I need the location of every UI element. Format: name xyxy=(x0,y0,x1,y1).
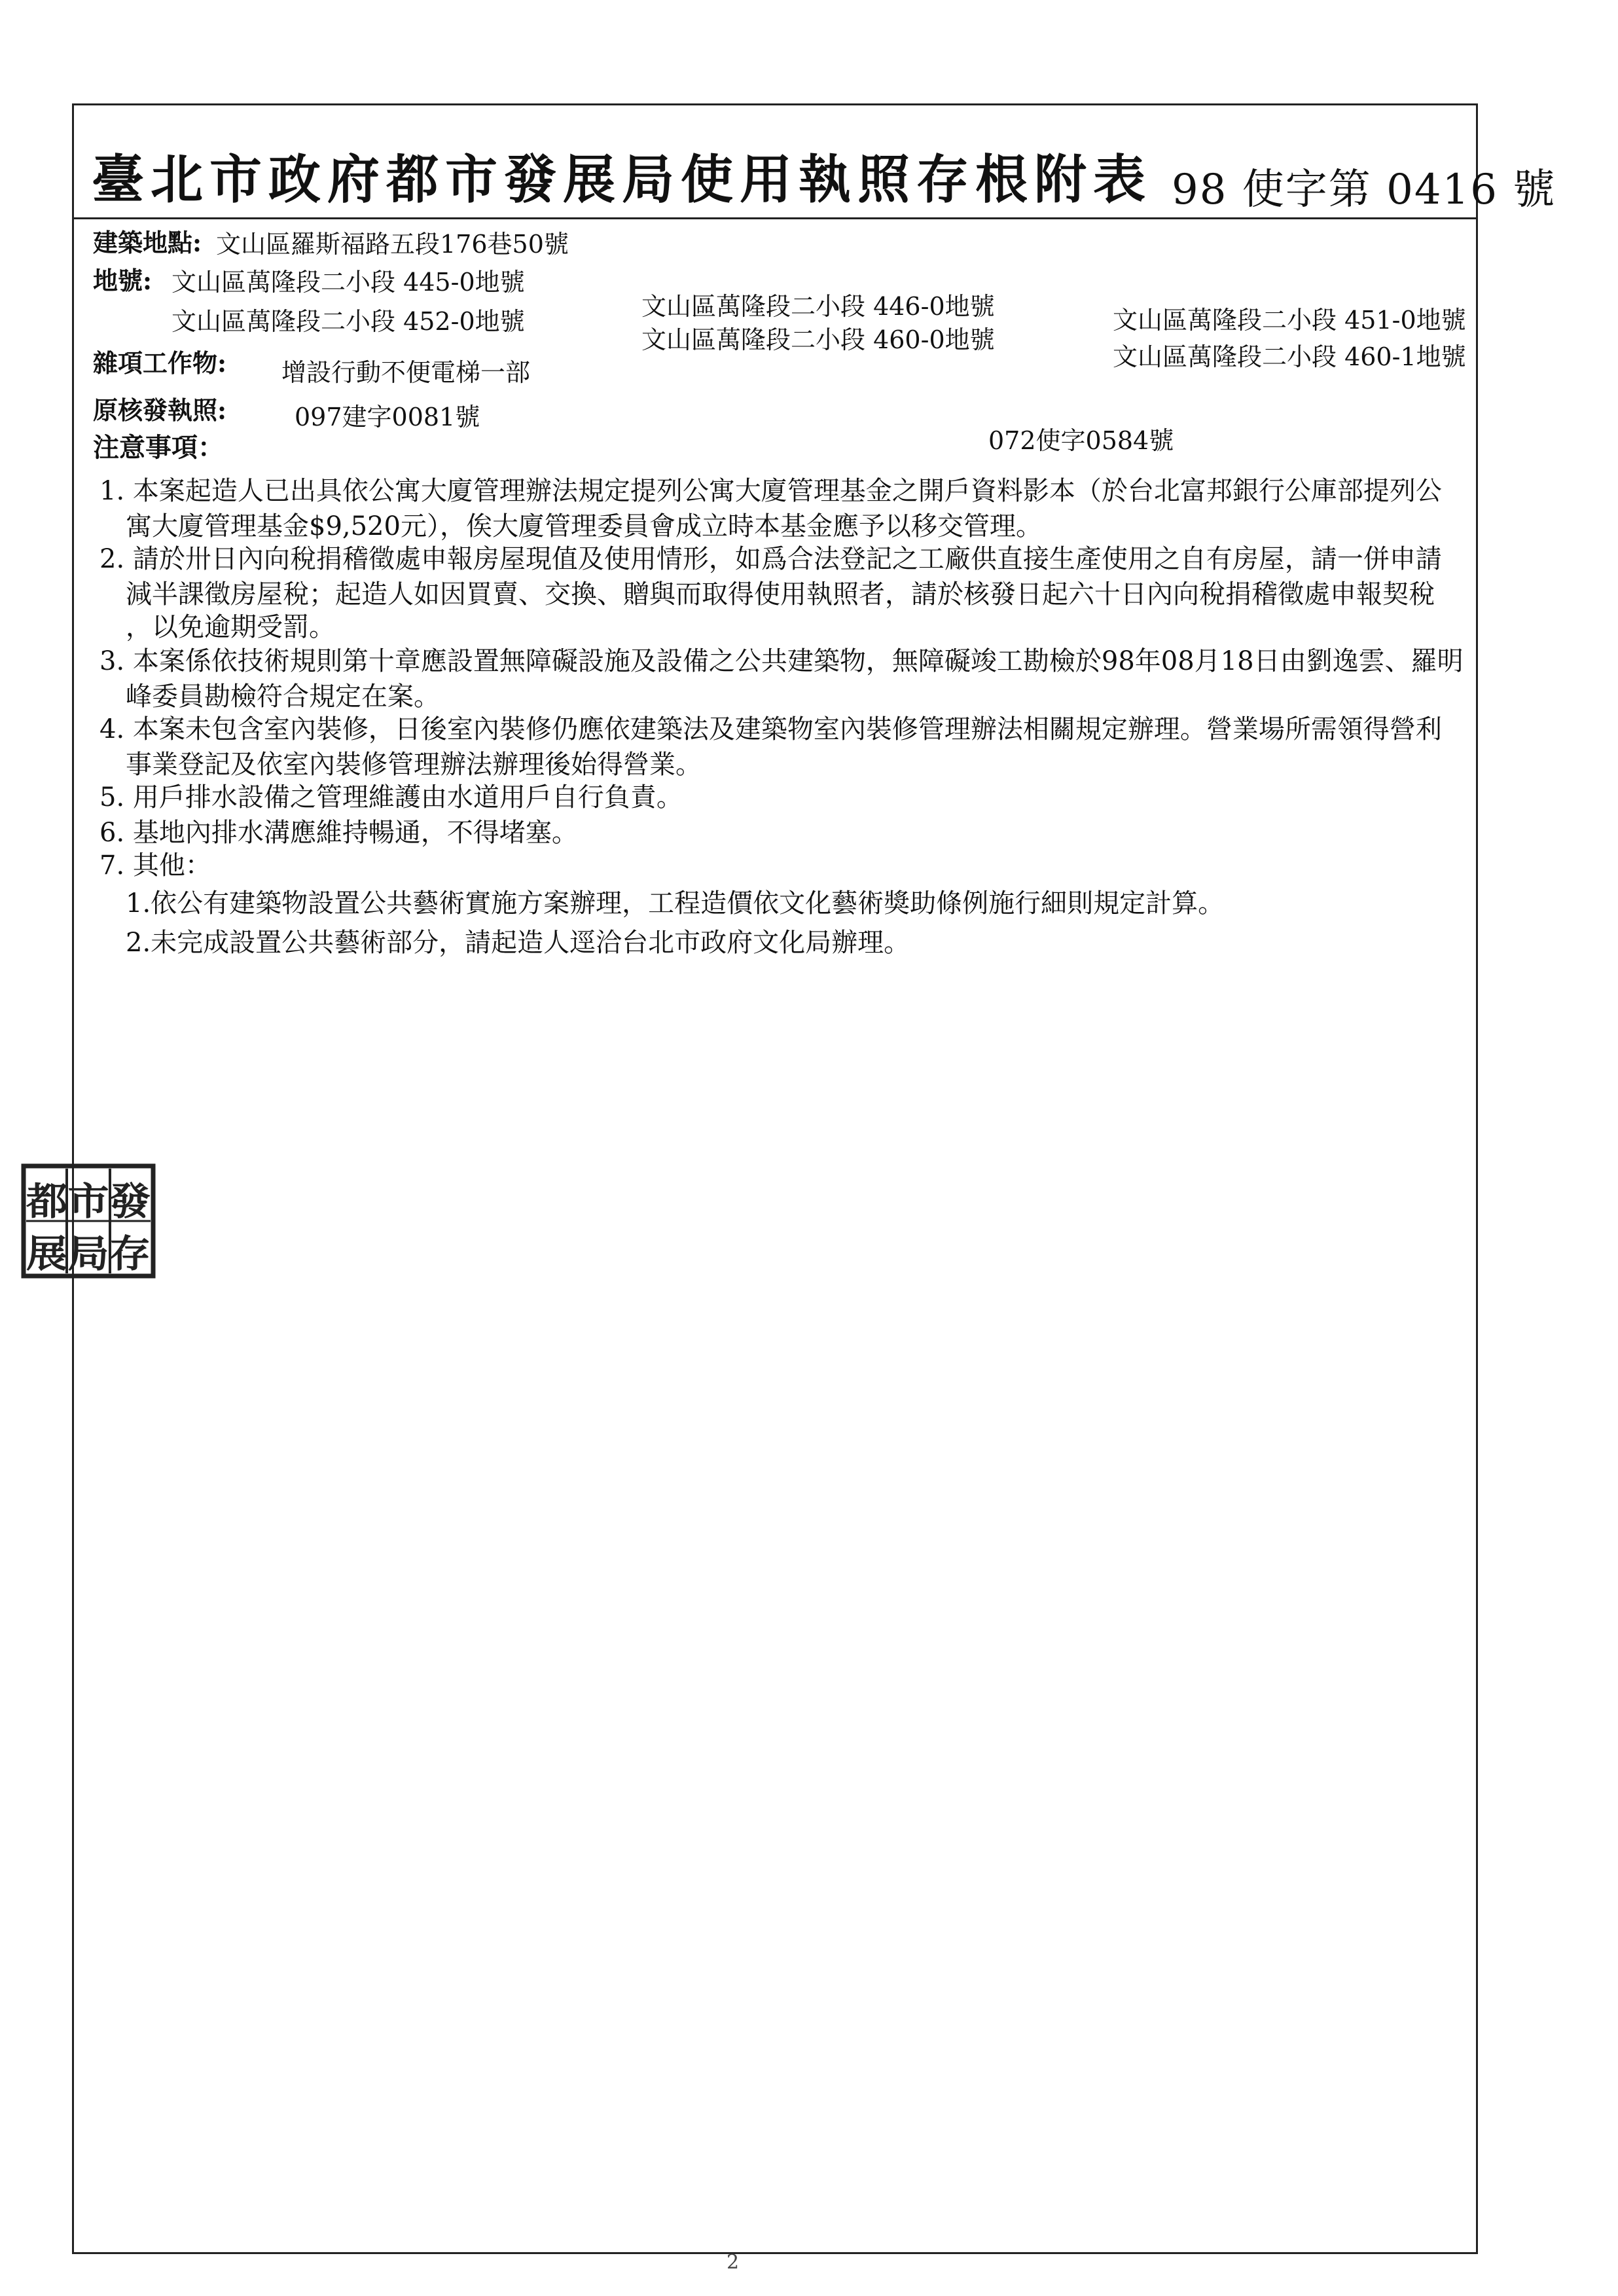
original-permit-label: 原核發執照: xyxy=(93,395,227,425)
lot-item: 文山區萬隆段二小段 445-0地號 xyxy=(171,268,525,297)
address-label: 建築地點: xyxy=(93,228,202,257)
note-line: 3. 本案係依技術規則第十章應設置無障礙設施及設備之公共建築物，無障礙竣工勘檢於98年08月18日由劉逸雲、羅明 xyxy=(99,646,1464,676)
document-title: 臺北市政府都市發展局使用執照存根附表 xyxy=(92,149,1152,210)
permit-number: 98 使字第 0416 號 xyxy=(1172,166,1556,214)
page-number: 2 xyxy=(727,2251,740,2274)
note-line: 1.依公有建築物設置公共藝術實施方案辦理，工程造價依文化藝術獎助條例施行細則規定計算。 xyxy=(126,888,1225,919)
note-line: 減半課徵房屋稅；起造人如因買賣、交換、贈與而取得使用執照者，請於核發日起六十日內向稅捐稽徵處申報契稅 xyxy=(126,579,1435,610)
lot-item: 文山區萬隆段二小段 460-0地號 xyxy=(641,325,995,354)
svg-text:都市發: 都市發 xyxy=(25,1179,151,1224)
note-line: 1. 本案起造人已出具依公寓大廈管理辦法規定提列公寓大廈管理基金之開戶資料影本（於台北富邦銀行公庫部提列公 xyxy=(99,476,1442,506)
address-value: 文山區羅斯福路五段176巷50號 xyxy=(216,230,569,259)
note-line: 2.未完成設置公共藝術部分，請起造人逕洽台北市政府文化局辦理。 xyxy=(126,928,910,958)
notes-heading: 注意事項： xyxy=(93,432,224,463)
note-line: 峰委員勘檢符合規定在案。 xyxy=(126,682,440,712)
document-border xyxy=(72,103,1478,2254)
note-line: 事業登記及依室內裝修管理辦法辦理後始得營業。 xyxy=(126,750,702,780)
archive-seal-stamp xyxy=(20,1162,157,1280)
note-line: 寓大廈管理基金$9,520元），俟大廈管理委員會成立時本基金應予以移交管理。 xyxy=(126,511,1042,541)
lot-item: 文山區萬隆段二小段 446-0地號 xyxy=(641,292,995,321)
misc-work-value: 增設行動不便電梯一部 xyxy=(281,358,531,387)
note-line: 5. 用戶排水設備之管理維護由水道用戶自行負責。 xyxy=(99,782,683,812)
lot-label: 地號: xyxy=(93,266,153,295)
svg-text:展局存: 展局存 xyxy=(26,1231,151,1276)
lot-item: 文山區萬隆段二小段 460-1地號 xyxy=(1113,342,1466,371)
misc-work-label: 雜項工作物: xyxy=(93,348,227,378)
note-line: 7. 其他： xyxy=(99,850,211,881)
lot-item: 文山區萬隆段二小段 451-0地號 xyxy=(1113,306,1466,335)
note-line: 4. 本案未包含室內裝修，日後室內裝修仍應依建築法及建築物室內裝修管理辦法相關規定辦理。營業場所需領得營利 xyxy=(99,714,1442,744)
lot-item: 文山區萬隆段二小段 452-0地號 xyxy=(171,307,525,336)
title-divider xyxy=(72,217,1478,219)
note-line: 2. 請於卅日內向稅捐稽徵處申報房屋現值及使用情形，如爲合法登記之工廠供直接生產使用之自有房屋，請一併申請 xyxy=(99,544,1442,574)
original-permit-value: 097建字0081號 xyxy=(295,403,480,431)
note-line: ，以免逾期受罰。 xyxy=(126,612,335,642)
note-line: 6. 基地內排水溝應維持暢通，不得堵塞。 xyxy=(99,818,578,848)
original-permit-value: 072使字0584號 xyxy=(988,426,1174,455)
